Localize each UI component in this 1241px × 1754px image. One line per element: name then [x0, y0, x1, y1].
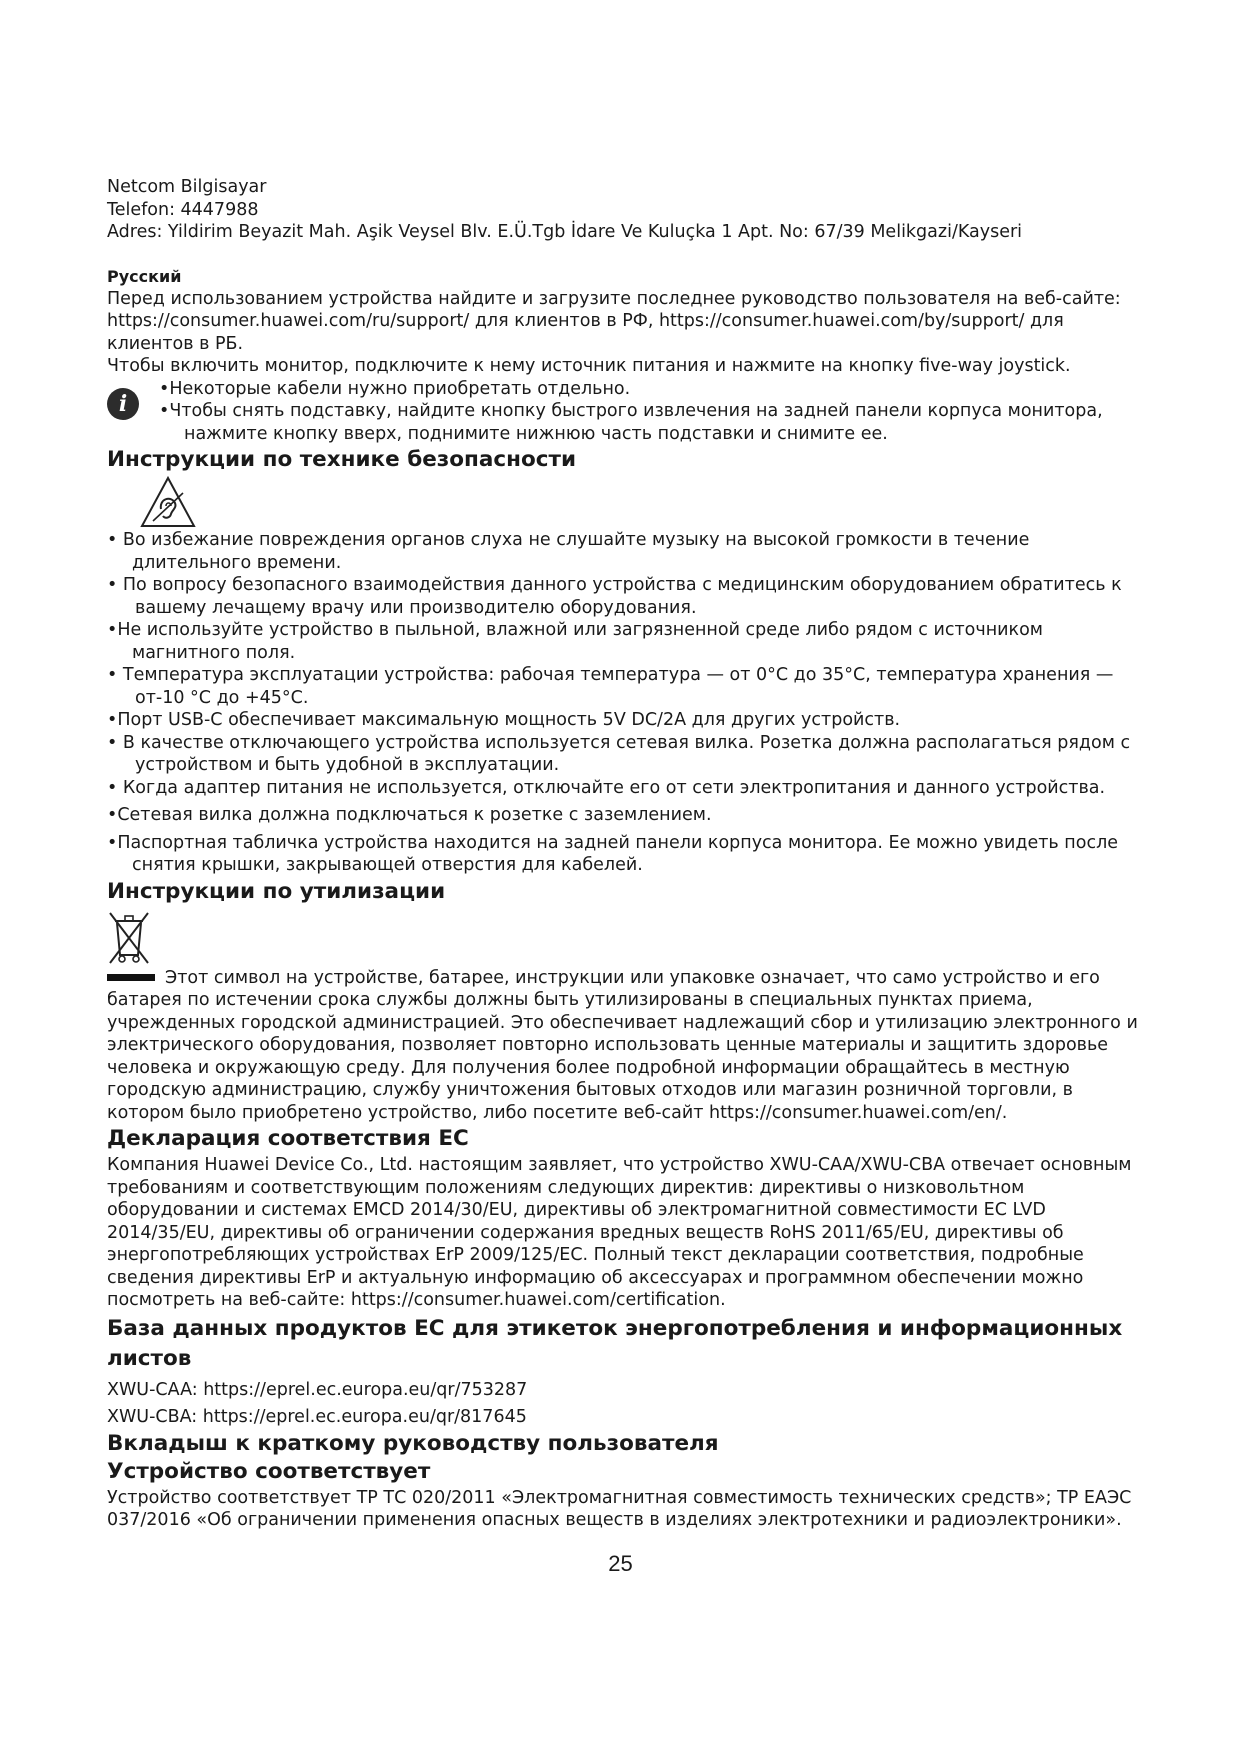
safety-item: • В качестве отключающего устройства используется сетевая вилка. Розетка должна располагаться рядом с устройством и быть удобной в эксплуатации.: [107, 732, 1131, 775]
intro-paragraph: Перед использованием устройства найдите и загрузите последнее руководство пользователя на веб-сайте: https://consumer.huawei.com/ru/support/ для клиентов в РФ, https://consumer.huawei.com/by/support/ для клиентов в РБ.: [107, 288, 1121, 354]
note-item: •Некоторые кабели нужно приобретать отдельно.: [159, 378, 631, 399]
language-label: Русский: [107, 266, 182, 286]
safety-item: • Температура эксплуатации устройства: рабочая температура — от 0°C до 35°C, температура хранения — от-10 °C до +45°C.: [107, 665, 1114, 708]
insert-text: Устройство соответствует ТР ТС 020/2011 «Электромагнитная совместимость технических средств»; ТР ЕАЭС 037/2016 «Об ограничении применения опасных веществ в изделиях электротехники и радиоэлектроники».: [107, 1487, 1132, 1530]
safety-item: • По вопросу безопасного взаимодействия данного устройства с медицинским оборудованием обратитесь к вашему лечащему врачу или производителю оборудования.: [107, 575, 1122, 618]
hearing-warning-row: [107, 475, 1139, 529]
company-name: Netcom Bilgisayar: [107, 177, 267, 197]
weee-symbol-row: [107, 907, 1139, 967]
safety-item: •Не используйте устройство в пыльной, влажной или загрязненной среде либо рядом с источником магнитного поля.: [107, 620, 1043, 663]
safety-item: •Порт USB-C обеспечивает максимальную мощность 5V DC/2A для других устройств.: [107, 710, 901, 730]
disposal-heading: Инструкции по утилизации: [107, 878, 446, 904]
eprel-link-caa: XWU-CAA: https://eprel.ec.europa.eu/qr/753287: [107, 1379, 528, 1400]
insert-subheading: Устройство соответствует: [107, 1458, 431, 1484]
underline-bar: [107, 974, 155, 981]
safety-item: •Паспортная табличка устройства находится на задней панели корпуса монитора. Ее можно увидеть после снятия крышки, закрывающей отверстия для кабелей.: [107, 832, 1119, 875]
safety-heading: Инструкции по технике безопасности: [107, 447, 577, 472]
disposal-text: Этот символ на устройстве, батарее, инструкции или упаковке означает, что само устройство и его батарея по истечении срока службы должны быть утилизированы в специальных пунктах приема, учрежденных городской администрацией. Это обеспечивает надлежащий сбор и утилизацию электронного и электрического оборудования, позволяет повторно использовать ценные материалы и защитить здоровье человека и окружающую среду. Для получения более подробной информации обращайтесь в местную городскую администрацию, службу уничтожения бытовых отходов или магазин розничной торговли, в котором было приобретено устройство, либо посетите веб-сайт https://consumer.huawei.com/en/.: [107, 967, 1138, 1123]
page-number: 25: [608, 1551, 633, 1576]
power-on-paragraph: Чтобы включить монитор, подключите к нему источник питания и нажмите на кнопку five-way joystick.: [107, 356, 1071, 376]
info-note: [107, 378, 1139, 446]
eprel-link-cba: XWU-CBA: https://eprel.ec.europa.eu/qr/817645: [107, 1407, 527, 1427]
info-icon: i: [107, 388, 139, 420]
company-address: Adres: Yildirim Beyazit Mah. Aşik Veysel Blv. E.Ü.Tgb İdare Ve Kuluçka 1 Apt. No: 67/39 Melikgazi/Kayseri: [107, 222, 1023, 242]
safety-item: • Во избежание повреждения органов слуха не слушайте музыку на высокой громкости в течение длительного времени.: [107, 530, 1030, 573]
insert-heading: Вкладыш к краткому руководству пользователя: [107, 1430, 719, 1456]
disposal-paragraph: [107, 967, 1139, 1125]
document-page: [107, 176, 1139, 1532]
safety-item: • Когда адаптер питания не используется, отключайте его от сети электропитания и данного устройства.: [107, 777, 1106, 798]
safety-item: •Сетевая вилка должна подключаться к розетке с заземлением.: [107, 805, 712, 825]
note-item: •Чтобы снять подставку, найдите кнопку быстрого извлечения на задней панели корпуса монитора, нажмите кнопку вверх, поднимите нижнюю часть подставки и снимите ее.: [159, 401, 1103, 444]
eprel-heading: База данных продуктов ЕС для этикеток энергопотребления и информационных листов: [107, 1315, 1123, 1371]
company-phone: Telefon: 4447988: [107, 199, 259, 220]
ec-declaration-heading: Декларация соответствия ЕС: [107, 1126, 469, 1151]
crossed-out-bin-icon: [107, 909, 151, 965]
contact-block: [107, 176, 1139, 244]
hearing-warning-icon: [139, 475, 197, 529]
ec-declaration-text: Компания Huawei Device Co., Ltd. настоящим заявляет, что устройство XWU-CAA/XWU-CBA отвечает основным требованиям и соответствующим положениям следующих директив: директивы о низковольтном оборудовании и системах EMCD 2014/30/EU, директивы об электромагнитной совместимости ЕС LVD 2014/35/EU, директивы об ограничении содержания вредных веществ RoHS 2011/65/EU, директивы об энергопотребляющих устройствах ErP 2009/125/EC. Полный текст декларации соответствия, подробные сведения директивы ErP и актуальную информацию об аксессуарах и программном обеспечении можно посмотреть на веб-сайте: https://consumer.huawei.com/certification.: [107, 1155, 1132, 1310]
